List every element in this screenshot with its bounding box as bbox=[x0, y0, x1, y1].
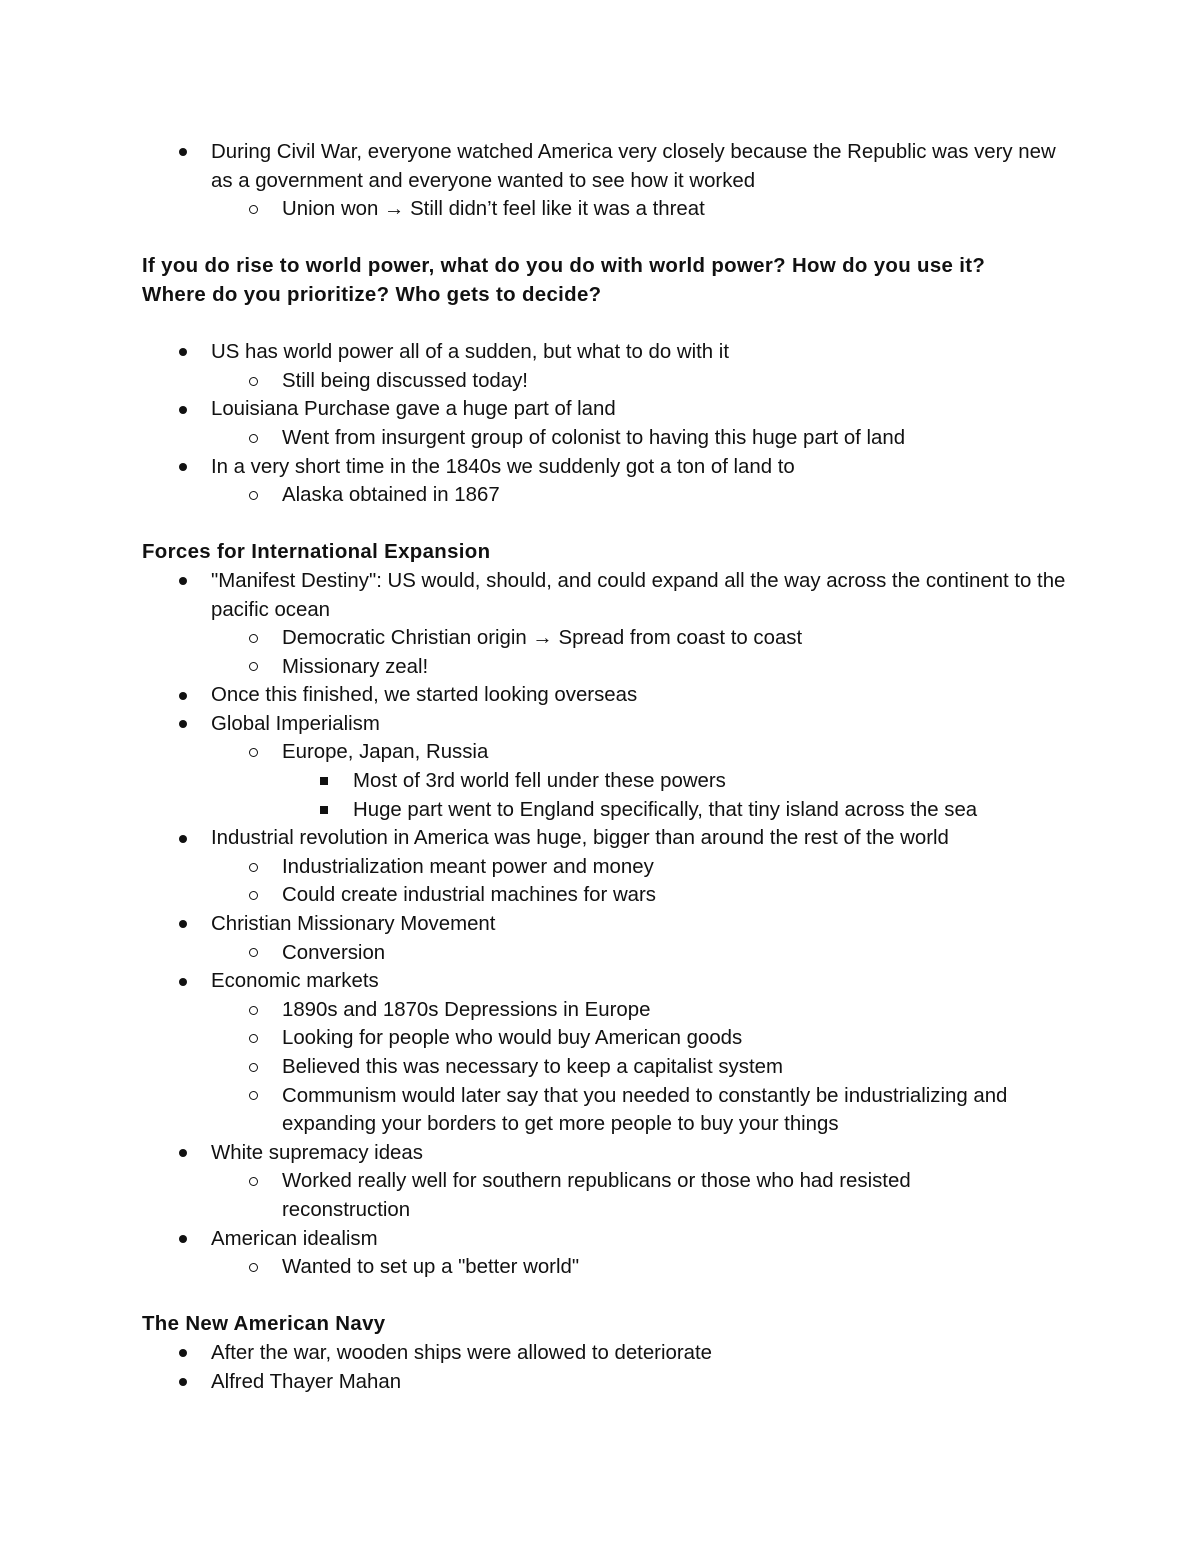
filled-bullet-icon bbox=[176, 1339, 190, 1368]
hollow-bullet-icon bbox=[246, 996, 260, 1025]
sub-list-item-text: Democratic Christian origin → Spread from coast to coast bbox=[282, 627, 803, 650]
section-heading bbox=[142, 1310, 1072, 1339]
hollow-bullet-icon bbox=[246, 1167, 260, 1196]
hollow-bullet-icon bbox=[246, 1053, 260, 1082]
sub-list-item-text: Union won → Still didn’t feel like it was a threat bbox=[282, 198, 705, 221]
heading-line: If you do rise to world power, what do you do with world power? How do you use it? bbox=[142, 255, 986, 278]
list-item-text: "Manifest Destiny": US would, should, and could expand all the way across the continent to the pacific ocean bbox=[211, 569, 1066, 621]
list-item-text: Global Imperialism bbox=[211, 712, 380, 735]
square-bullet-icon bbox=[317, 796, 331, 825]
hollow-bullet-icon bbox=[246, 1024, 260, 1053]
filled-bullet-icon bbox=[176, 967, 190, 996]
hollow-bullet-icon bbox=[246, 424, 260, 453]
sub-list-item bbox=[211, 653, 1072, 682]
list-item-text: In a very short time in the 1840s we suddenly got a ton of land to bbox=[211, 455, 795, 478]
hollow-bullet-icon bbox=[246, 481, 260, 510]
sub-list-item bbox=[211, 996, 1072, 1025]
sub-list-item-text: Europe, Japan, Russia bbox=[282, 741, 489, 764]
sub-list-item bbox=[211, 1053, 1072, 1082]
section-heading bbox=[142, 252, 1072, 309]
hollow-bullet-icon bbox=[246, 653, 260, 682]
sub-list-item-text: Believed this was necessary to keep a capitalist system bbox=[282, 1056, 783, 1078]
list-item-text: Alfred Thayer Mahan bbox=[211, 1370, 402, 1393]
hollow-bullet-icon bbox=[246, 939, 260, 968]
list-item-text: Louisiana Purchase gave a huge part of land bbox=[211, 398, 616, 421]
list-item bbox=[142, 1225, 1072, 1282]
filled-bullet-icon bbox=[176, 453, 190, 482]
bullet-list bbox=[142, 338, 1072, 510]
bullet-list bbox=[142, 1339, 1072, 1396]
filled-bullet-icon bbox=[176, 138, 190, 167]
sub-list-item-text: Missionary zeal! bbox=[282, 655, 429, 678]
sub-list-item-text: Worked really well for southern republicans or those who had resisted reconstruction bbox=[282, 1170, 911, 1221]
hollow-bullet-icon bbox=[246, 1253, 260, 1282]
list-item bbox=[142, 967, 1072, 1139]
hollow-bullet-icon bbox=[246, 367, 260, 396]
document-page bbox=[142, 138, 1072, 1396]
sub-list-item-text: Wanted to set up a "better world" bbox=[282, 1256, 580, 1279]
filled-bullet-icon bbox=[176, 395, 190, 424]
list-item bbox=[142, 567, 1072, 681]
list-item bbox=[142, 395, 1072, 452]
list-item bbox=[142, 1339, 1072, 1368]
list-item bbox=[142, 710, 1072, 824]
list-item bbox=[142, 138, 1072, 224]
sub-list-item-text: Could create industrial machines for wars bbox=[282, 884, 656, 907]
list-item-text: During Civil War, everyone watched America very closely because the Republic was very new as a government and everyone wanted to see how it worked bbox=[211, 141, 1056, 192]
sub-list-item bbox=[211, 195, 1072, 224]
sub-list-item bbox=[211, 367, 1072, 396]
list-item bbox=[142, 338, 1072, 395]
sub-list-item bbox=[211, 881, 1072, 910]
hollow-bullet-icon bbox=[246, 881, 260, 910]
filled-bullet-icon bbox=[176, 1368, 190, 1397]
sub-list-item bbox=[211, 424, 1072, 453]
list-item-text: Industrial revolution in America was huge, bigger than around the rest of the world bbox=[211, 827, 949, 850]
list-item bbox=[142, 1139, 1072, 1225]
sub-list-item-text: Went from insurgent group of colonist to having this huge part of land bbox=[282, 426, 906, 449]
sub-list-item-text: 1890s and 1870s Depressions in Europe bbox=[282, 998, 651, 1021]
sub-list-item bbox=[211, 939, 1072, 968]
list-item bbox=[142, 910, 1072, 967]
sub-list-item-text: Alaska obtained in 1867 bbox=[282, 484, 500, 507]
sub-sub-list-item bbox=[282, 796, 1072, 825]
list-item bbox=[142, 824, 1072, 910]
bullet-list bbox=[142, 567, 1072, 1282]
filled-bullet-icon bbox=[176, 710, 190, 739]
sub-list-item bbox=[211, 481, 1072, 510]
list-item-text: American idealism bbox=[211, 1227, 378, 1250]
filled-bullet-icon bbox=[176, 910, 190, 939]
list-item bbox=[142, 681, 1072, 710]
filled-bullet-icon bbox=[176, 1139, 190, 1168]
sub-list-item-text: Conversion bbox=[282, 941, 386, 964]
list-item-text: Christian Missionary Movement bbox=[211, 913, 496, 936]
filled-bullet-icon bbox=[176, 338, 190, 367]
filled-bullet-icon bbox=[176, 824, 190, 853]
list-item bbox=[142, 1368, 1072, 1397]
heading-text: The New American Navy bbox=[142, 1313, 386, 1336]
list-item-text: Economic markets bbox=[211, 970, 379, 993]
sub-list-item-text: Still being discussed today! bbox=[282, 369, 528, 392]
hollow-bullet-icon bbox=[246, 853, 260, 882]
list-item-text: After the war, wooden ships were allowed to deteriorate bbox=[211, 1341, 712, 1364]
sub-sub-list-item bbox=[282, 767, 1072, 796]
sub-sub-list-item-text: Most of 3rd world fell under these powers bbox=[353, 770, 726, 793]
sub-list-item bbox=[211, 1024, 1072, 1053]
sub-list-item bbox=[211, 1167, 1072, 1224]
heading-line: Where do you prioritize? Who gets to decide? bbox=[142, 283, 602, 306]
hollow-bullet-icon bbox=[246, 738, 260, 767]
filled-bullet-icon bbox=[176, 567, 190, 596]
hollow-bullet-icon bbox=[246, 195, 260, 224]
filled-bullet-icon bbox=[176, 681, 190, 710]
bullet-list bbox=[142, 138, 1072, 224]
square-bullet-icon bbox=[317, 767, 331, 796]
hollow-bullet-icon bbox=[246, 624, 260, 653]
sub-list-item-text: Looking for people who would buy American goods bbox=[282, 1027, 743, 1050]
sub-list-item bbox=[211, 1253, 1072, 1282]
sub-list-item-text: Industrialization meant power and money bbox=[282, 855, 654, 878]
list-item bbox=[142, 453, 1072, 510]
list-item-text: Once this finished, we started looking overseas bbox=[211, 684, 638, 707]
sub-list-item bbox=[211, 624, 1072, 653]
sub-list-item bbox=[211, 1082, 1072, 1139]
sub-list-item-text: Communism would later say that you needed to constantly be industrializing and expanding your borders to get more people to buy your things bbox=[282, 1084, 1008, 1136]
section-heading bbox=[142, 538, 1072, 567]
sub-list-item bbox=[211, 853, 1072, 882]
filled-bullet-icon bbox=[176, 1225, 190, 1254]
list-item-text: White supremacy ideas bbox=[211, 1141, 423, 1164]
list-item-text: US has world power all of a sudden, but what to do with it bbox=[211, 341, 729, 364]
heading-text: Forces for International Expansion bbox=[142, 541, 491, 564]
hollow-bullet-icon bbox=[246, 1082, 260, 1111]
sub-list-item bbox=[211, 738, 1072, 824]
sub-sub-list-item-text: Huge part went to England specifically, that tiny island across the sea bbox=[353, 798, 978, 821]
